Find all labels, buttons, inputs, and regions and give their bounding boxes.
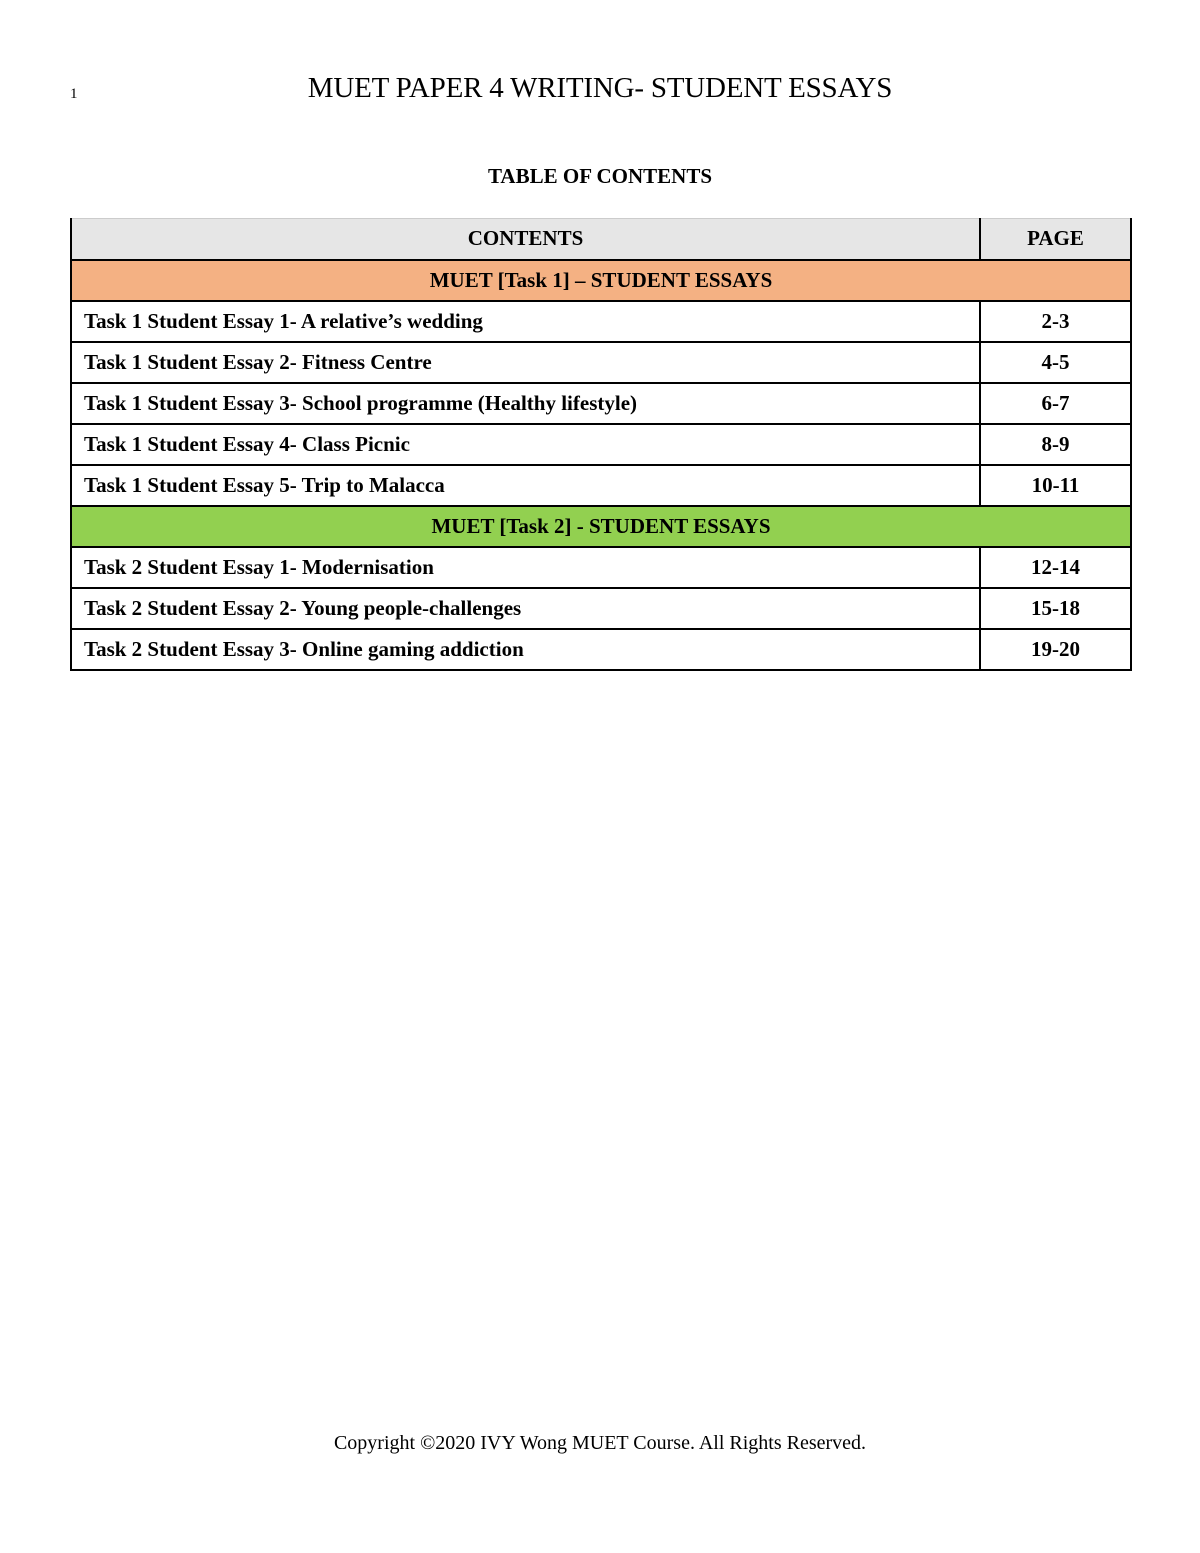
entry-title: Task 1 Student Essay 5- Trip to Malacca (71, 465, 980, 506)
entry-title: Task 2 Student Essay 2- Young people-challenges (71, 588, 980, 629)
entry-page: 2-3 (980, 301, 1131, 342)
table-of-contents (70, 218, 1132, 671)
table-row[interactable] (71, 588, 1131, 629)
toc-heading: TABLE OF CONTENTS (487, 164, 713, 188)
entry-title: Task 1 Student Essay 2- Fitness Centre (71, 342, 980, 383)
toc-header-row (71, 219, 1131, 260)
copyright-footer: Copyright ©2020 IVY Wong MUET Course. All Rights Reserved. (333, 1432, 867, 1454)
entry-title: Task 1 Student Essay 3- School programme (Healthy lifestyle) (71, 383, 980, 424)
entry-page: 19-20 (980, 629, 1131, 670)
contents-column-header: CONTENTS (71, 219, 980, 260)
table-row[interactable] (71, 465, 1131, 506)
page-number: 1 (70, 86, 78, 102)
section-title: MUET [Task 2] - STUDENT ESSAYS (71, 506, 1131, 547)
document-title: MUET PAPER 4 WRITING- STUDENT ESSAYS (307, 72, 893, 104)
entry-title: Task 1 Student Essay 4- Class Picnic (71, 424, 980, 465)
table-row[interactable] (71, 301, 1131, 342)
table-row[interactable] (71, 629, 1131, 670)
page-column-header: PAGE (980, 219, 1131, 260)
entry-title: Task 1 Student Essay 1- A relative’s wedding (71, 301, 980, 342)
entry-title: Task 2 Student Essay 3- Online gaming addiction (71, 629, 980, 670)
section-row-task-1 (71, 260, 1131, 301)
table-row[interactable] (71, 547, 1131, 588)
section-row-task-2 (71, 506, 1131, 547)
entry-title: Task 2 Student Essay 1- Modernisation (71, 547, 980, 588)
entry-page: 6-7 (980, 383, 1131, 424)
table-row[interactable] (71, 383, 1131, 424)
entry-page: 4-5 (980, 342, 1131, 383)
entry-page: 12-14 (980, 547, 1131, 588)
entry-page: 10-11 (980, 465, 1131, 506)
entry-page: 8-9 (980, 424, 1131, 465)
table-row[interactable] (71, 424, 1131, 465)
entry-page: 15-18 (980, 588, 1131, 629)
section-title: MUET [Task 1] – STUDENT ESSAYS (71, 260, 1131, 301)
table-row[interactable] (71, 342, 1131, 383)
